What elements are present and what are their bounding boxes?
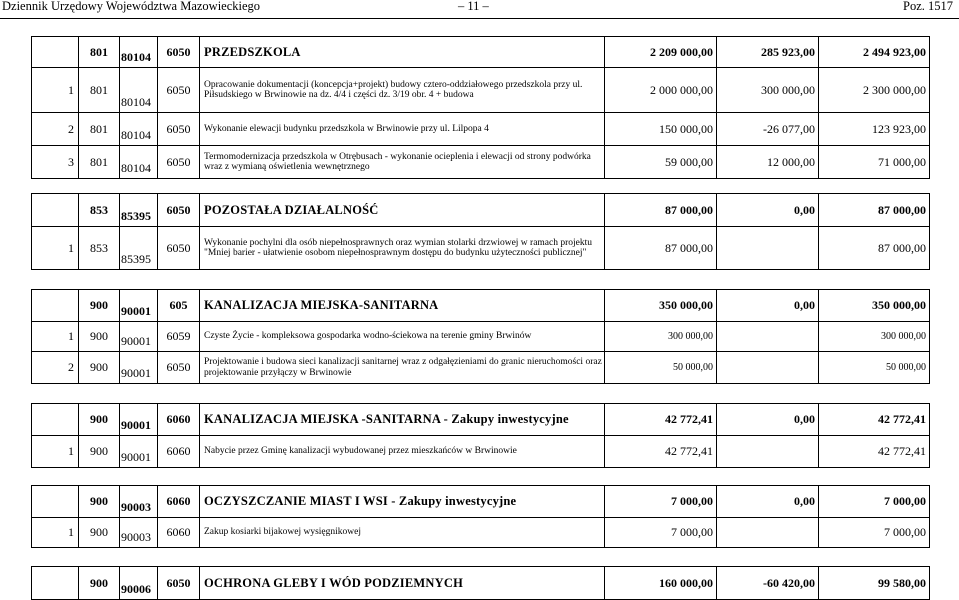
row-number [32,194,79,227]
table-row [32,227,930,270]
task-name: OCHRONA GLEBY I WÓD PODZIEMNYCH [200,567,605,600]
row-number [32,567,79,600]
amount-after-change: 7 000,00 [819,518,930,548]
chapter-code: 80104 [120,113,158,146]
task-name: Projektowanie i budowa sieci kanalizacji sanitarnej wraz z odgałęzieniami do granic nieruchomości oraz projektowanie przyłączy w Brwinowie [200,352,605,384]
paragraph-code: 6050 [158,68,200,113]
section-code: 900 [79,567,120,600]
row-number: 1 [32,68,79,113]
section-code: 801 [79,37,120,68]
task-name: OCZYSZCZANIE MIAST I WSI - Zakupy inwestycyjne [200,486,605,518]
amount-after-change: 87 000,00 [819,194,930,227]
section-code: 900 [79,352,120,384]
task-name: Czyste Życie - kompleksowa gospodarka wodno-ściekowa na terenie gminy Brwinów [200,322,605,352]
paragraph-code: 6050 [158,227,200,270]
budget-block [31,403,930,468]
row-number [32,486,79,518]
row-number: 1 [32,227,79,270]
task-name: Termomodernizacja przedszkola w Otrębusach - wykonanie ocieplenia i elewacji od strony podwórka wraz z wymianą oświetlenia wewnętrznego [200,146,605,179]
section-code: 900 [79,486,120,518]
task-name: Zakup kosiarki bijakowej wysięgnikowej [200,518,605,548]
chapter-code: 90001 [120,436,158,468]
row-number: 3 [32,146,79,179]
budget-block [31,485,930,548]
task-name: POZOSTAŁA DZIAŁALNOŚĆ [200,194,605,227]
task-name: Opracowanie dokumentacji (koncepcja+projekt) budowy cztero-oddziałowego przedszkola przy ul. Piłsudskiego w Brwinowie na dz. 4/4 i części dz. 3/19 obr. 4 + budowa [200,68,605,113]
planned-amount: 7 000,00 [605,486,717,518]
chapter-code: 80104 [120,68,158,113]
amount-after-change: 42 772,41 [819,404,930,436]
task-name: KANALIZACJA MIEJSKA-SANITARNA [200,290,605,322]
chapter-code: 90003 [120,486,158,518]
chapter-code: 90001 [120,404,158,436]
section-code: 900 [79,322,120,352]
row-number: 2 [32,352,79,384]
table-row [32,352,930,384]
planned-amount: 2 000 000,00 [605,68,717,113]
amount-after-change: 50 000,00 [819,352,930,384]
paragraph-code: 6060 [158,436,200,468]
amount-after-change: 2 300 000,00 [819,68,930,113]
task-name: Nabycie przez Gminę kanalizacji wybudowanej przez mieszkańców w Brwinowie [200,436,605,468]
paragraph-code: 6050 [158,194,200,227]
section-code: 900 [79,436,120,468]
table-row [32,68,930,113]
amount-after-change: 350 000,00 [819,290,930,322]
section-code: 853 [79,227,120,270]
table-row [32,322,930,352]
planned-amount: 87 000,00 [605,194,717,227]
row-number [32,290,79,322]
amount-after-change: 71 000,00 [819,146,930,179]
section-code: 900 [79,290,120,322]
task-name: PRZEDSZKOLA [200,37,605,68]
section-code: 801 [79,68,120,113]
budget-block [31,193,930,270]
table-row [32,146,930,179]
paragraph-code: 605 [158,290,200,322]
row-number: 2 [32,113,79,146]
paragraph-code: 6060 [158,404,200,436]
change-amount [717,518,819,548]
planned-amount: 42 772,41 [605,404,717,436]
row-number: 1 [32,322,79,352]
chapter-code: 80104 [120,146,158,179]
section-header-row [32,290,930,322]
change-amount: 0,00 [717,194,819,227]
chapter-code: 90003 [120,518,158,548]
section-header-row [32,37,930,68]
page-header [0,0,959,19]
paragraph-code: 6059 [158,322,200,352]
change-amount: 12 000,00 [717,146,819,179]
change-amount: 0,00 [717,404,819,436]
change-amount [717,322,819,352]
budget-block [31,289,930,384]
chapter-code: 90006 [120,567,158,600]
section-header-row [32,194,930,227]
paragraph-code: 6050 [158,37,200,68]
amount-after-change: 300 000,00 [819,322,930,352]
row-number: 1 [32,518,79,548]
row-number [32,404,79,436]
section-header-row [32,486,930,518]
section-code: 853 [79,194,120,227]
paragraph-code: 6050 [158,146,200,179]
amount-after-change: 123 923,00 [819,113,930,146]
paragraph-code: 6060 [158,486,200,518]
paragraph-code: 6060 [158,518,200,548]
section-header-row [32,567,930,600]
row-number: 1 [32,436,79,468]
section-code: 801 [79,113,120,146]
change-amount [717,227,819,270]
amount-after-change: 7 000,00 [819,486,930,518]
planned-amount: 150 000,00 [605,113,717,146]
planned-amount: 160 000,00 [605,567,717,600]
change-amount: -60 420,00 [717,567,819,600]
chapter-code: 85395 [120,194,158,227]
planned-amount: 7 000,00 [605,518,717,548]
planned-amount: 87 000,00 [605,227,717,270]
change-amount: 0,00 [717,290,819,322]
paragraph-code: 6050 [158,352,200,384]
task-name: KANALIZACJA MIEJSKA -SANITARNA - Zakupy inwestycyjne [200,404,605,436]
change-amount [717,436,819,468]
change-amount: 0,00 [717,486,819,518]
section-header-row [32,404,930,436]
planned-amount: 50 000,00 [605,352,717,384]
task-name: Wykonanie elewacji budynku przedszkola w Brwinowie przy ul. Lilpopa 4 [200,113,605,146]
table-row [32,436,930,468]
amount-after-change: 2 494 923,00 [819,37,930,68]
chapter-code: 90001 [120,322,158,352]
chapter-code: 80104 [120,37,158,68]
position-number: Poz. 1517 [903,0,953,13]
row-number [32,37,79,68]
planned-amount: 350 000,00 [605,290,717,322]
planned-amount: 2 209 000,00 [605,37,717,68]
change-amount: 300 000,00 [717,68,819,113]
budget-block [31,36,930,179]
section-code: 900 [79,518,120,548]
amount-after-change: 87 000,00 [819,227,930,270]
budget-block [31,566,930,600]
chapter-code: 85395 [120,227,158,270]
section-code: 900 [79,404,120,436]
table-row [32,113,930,146]
planned-amount: 59 000,00 [605,146,717,179]
change-amount: 285 923,00 [717,37,819,68]
change-amount: -26 077,00 [717,113,819,146]
amount-after-change: 42 772,41 [819,436,930,468]
task-name: Wykonanie pochylni dla osób niepełnosprawnych oraz wymian stolarki drzwiowej w ramach projektu "Mniej barier - ułatwienie osobom niepełnosprawnym dostępu do budynku użyteczności publicznej" [200,227,605,270]
section-code: 801 [79,146,120,179]
amount-after-change: 99 580,00 [819,567,930,600]
paragraph-code: 6050 [158,567,200,600]
change-amount [717,352,819,384]
journal-title: Dziennik Urzędowy Województwa Mazowieckiego [2,0,261,13]
planned-amount: 42 772,41 [605,436,717,468]
table-row [32,518,930,548]
chapter-code: 90001 [120,352,158,384]
paragraph-code: 6050 [158,113,200,146]
planned-amount: 300 000,00 [605,322,717,352]
chapter-code: 90001 [120,290,158,322]
page-number: – 11 – [458,0,489,13]
